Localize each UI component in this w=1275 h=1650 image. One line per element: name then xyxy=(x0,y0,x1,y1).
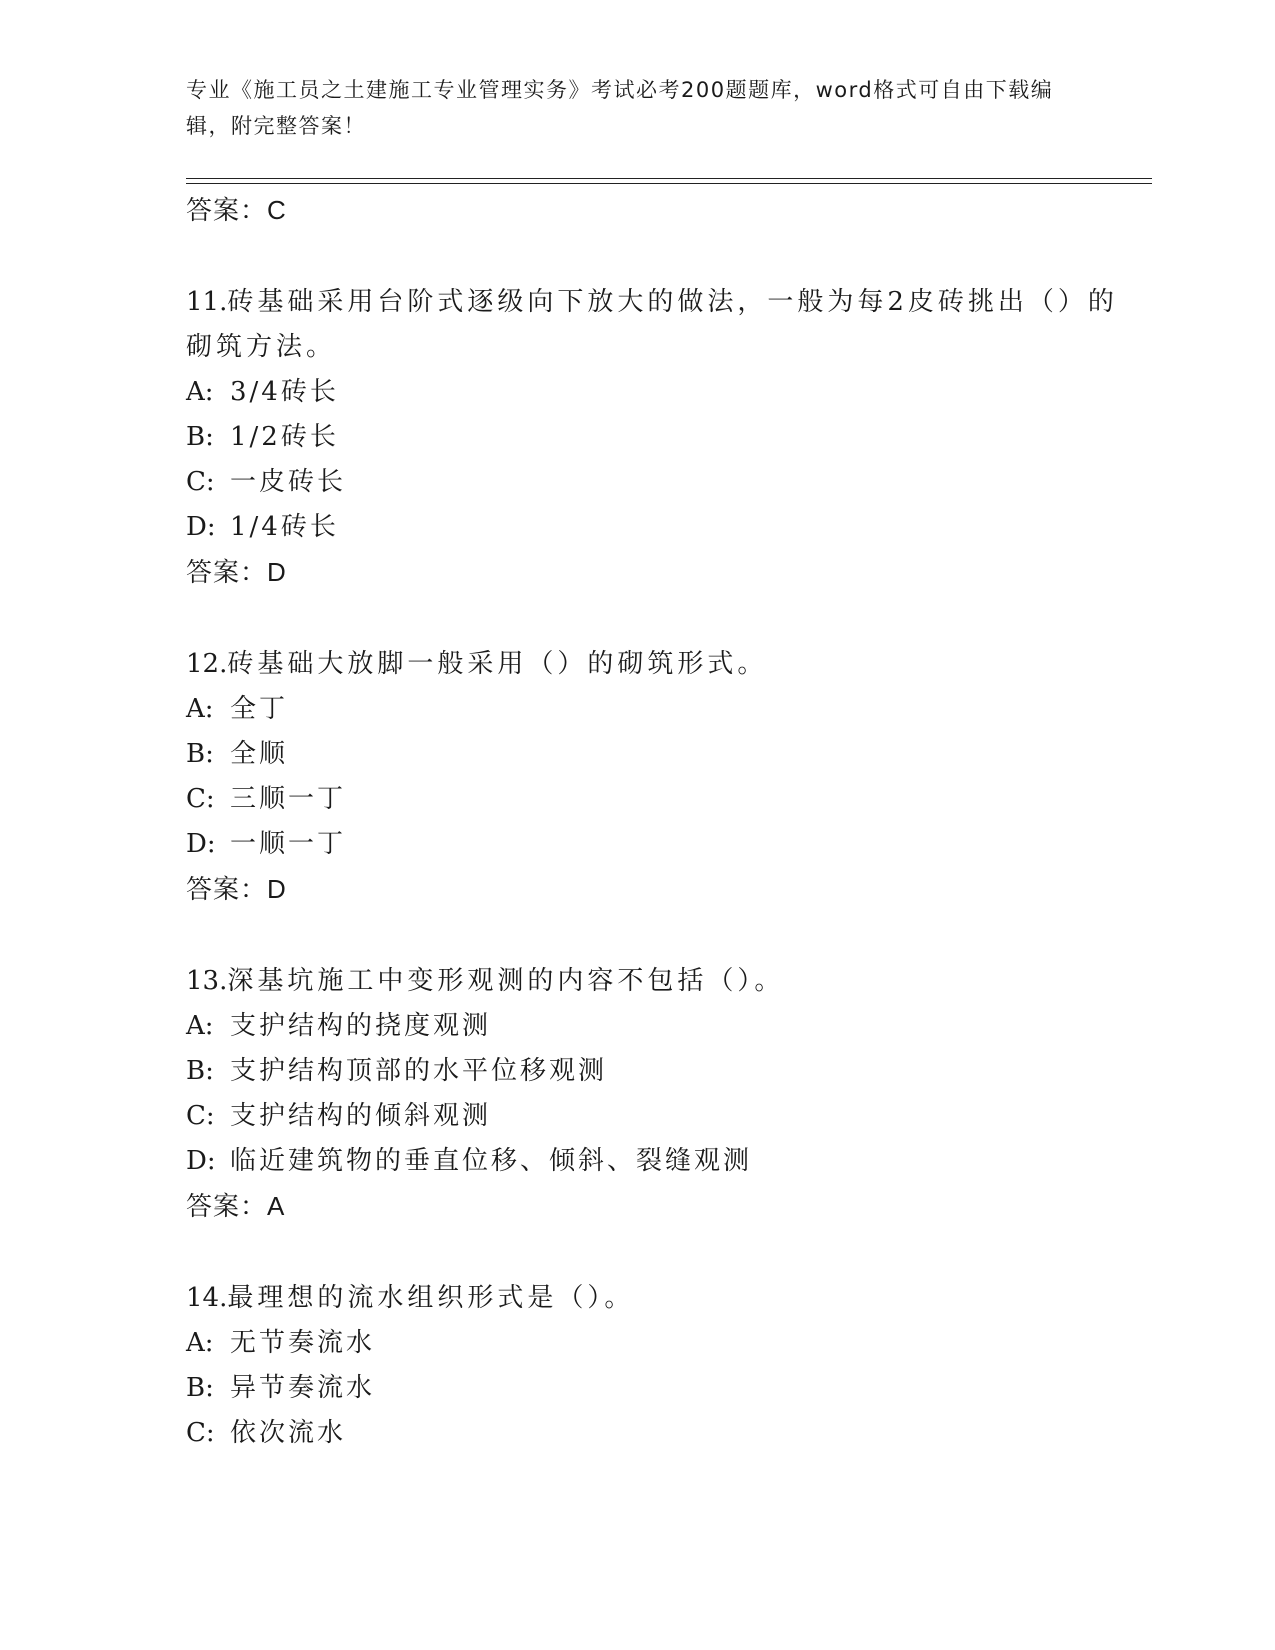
option-letter: D: xyxy=(186,829,216,859)
option-text: 全顺 xyxy=(230,739,289,769)
option-text: 1/2砖长 xyxy=(230,422,339,452)
option-letter: C: xyxy=(186,784,215,814)
page-header: 专业《施工员之土建施工专业管理实务》考试必考200题题库，word格式可自由下载编辑，附完整答案！ xyxy=(186,78,1054,138)
question-stem xyxy=(186,959,1146,1004)
option-text: 异节奏流水 xyxy=(230,1373,376,1403)
option-item xyxy=(186,460,1146,505)
option-letter: C: xyxy=(186,1418,215,1448)
answer-label: 答案： xyxy=(186,875,268,905)
option-letter: C: xyxy=(186,1101,215,1131)
question-block xyxy=(186,642,1146,911)
question-stem xyxy=(186,1276,1146,1321)
option-letter: A: xyxy=(186,1011,214,1041)
option-text: 临近建筑物的垂直位移、倾斜、裂缝观测 xyxy=(230,1146,753,1176)
question-number: 12. xyxy=(186,649,228,679)
option-letter: D: xyxy=(186,1146,216,1176)
option-item xyxy=(186,732,1146,777)
option-text: 1/4砖长 xyxy=(230,512,339,542)
answer-label: 答案： xyxy=(186,558,268,588)
question-block xyxy=(186,959,1146,1228)
option-item xyxy=(186,1049,1146,1094)
answer-line xyxy=(186,1184,1146,1228)
option-item xyxy=(186,1321,1146,1366)
answer-value: D xyxy=(267,557,287,587)
option-letter: B: xyxy=(186,1056,214,1086)
option-letter: D: xyxy=(186,512,216,542)
option-text: 支护结构的挠度观测 xyxy=(230,1011,492,1041)
option-item xyxy=(186,777,1146,822)
question-stem xyxy=(186,280,1146,370)
question-text: 砖基础采用台阶式逐级向下放大的做法，一般为每2皮砖挑出（）的砌筑方法。 xyxy=(186,287,1118,362)
answer-value: C xyxy=(267,195,287,225)
option-item xyxy=(186,1139,1146,1184)
header-divider xyxy=(186,178,1152,184)
option-letter: A: xyxy=(186,1328,214,1358)
option-letter: A: xyxy=(186,377,214,407)
question-text: 最理想的流水组织形式是（）。 xyxy=(227,1283,635,1313)
option-text: 支护结构的倾斜观测 xyxy=(230,1101,492,1131)
question-block xyxy=(186,280,1146,594)
question-number: 13. xyxy=(186,966,228,996)
option-text: 无节奏流水 xyxy=(230,1328,376,1358)
option-letter: A: xyxy=(186,694,214,724)
option-letter: B: xyxy=(186,1373,214,1403)
answer-line xyxy=(186,550,1146,594)
answer-value: D xyxy=(267,874,287,904)
option-text: 支护结构顶部的水平位移观测 xyxy=(230,1056,608,1086)
option-item xyxy=(186,370,1146,415)
option-item xyxy=(186,415,1146,460)
question-text: 砖基础大放脚一般采用（）的砌筑形式。 xyxy=(227,649,768,679)
answer-label: 答案： xyxy=(186,1192,268,1222)
option-item xyxy=(186,505,1146,550)
question-stem xyxy=(186,642,1146,687)
answer-line xyxy=(186,867,1146,911)
option-letter: C: xyxy=(186,467,215,497)
option-item xyxy=(186,822,1146,867)
option-text: 三顺一丁 xyxy=(230,784,347,814)
option-text: 一顺一丁 xyxy=(230,829,347,859)
option-item xyxy=(186,1411,1146,1456)
option-item xyxy=(186,1094,1146,1139)
answer-value: A xyxy=(267,1191,286,1221)
document-body xyxy=(186,188,1146,1456)
question-block xyxy=(186,1276,1146,1456)
answer-label: 答案： xyxy=(186,196,268,226)
option-text: 全丁 xyxy=(230,694,289,724)
option-letter: B: xyxy=(186,739,214,769)
question-text: 深基坑施工中变形观测的内容不包括（）。 xyxy=(227,966,785,996)
option-letter: B: xyxy=(186,422,214,452)
option-text: 依次流水 xyxy=(230,1418,347,1448)
option-item xyxy=(186,1004,1146,1049)
option-text: 一皮砖长 xyxy=(230,467,347,497)
question-number: 11. xyxy=(186,287,228,317)
option-item xyxy=(186,687,1146,732)
answer-line xyxy=(186,188,1146,232)
option-item xyxy=(186,1366,1146,1411)
question-number: 14. xyxy=(186,1283,228,1313)
option-text: 3/4砖长 xyxy=(230,377,339,407)
